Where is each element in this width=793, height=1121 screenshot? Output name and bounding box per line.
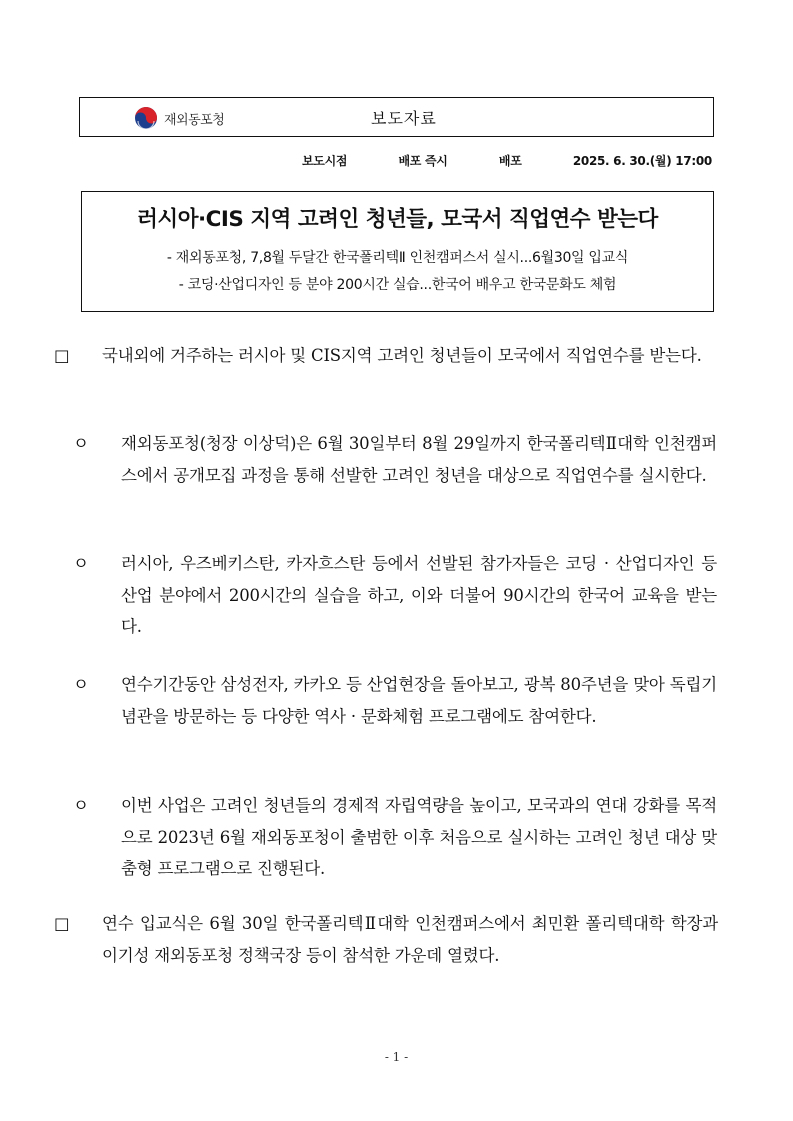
paragraph-1-text: 국내외에 거주하는 러시아 및 CIS지역 고려인 청년들이 모국에서 직업연수를 받는다.	[102, 346, 702, 365]
box-marker: □	[54, 346, 70, 365]
headline: 러시아·CIS 지역 고려인 청년들, 모국서 직업연수 받는다	[137, 207, 658, 232]
box-marker: □	[54, 914, 70, 933]
agency-logo	[134, 106, 224, 130]
bullet-4-text: 이번 사업은 고려인 청년들의 경제적 자립역량을 높이고, 모국과의 연대 강화를 목적으로 2023년 6월 재외동포청이 출범한 이후 처음으로 실시하는 고려인 청년 대상 맞춤형 프로그램으로 진행된다.	[121, 796, 717, 878]
subheadline-1: - 재외동포청, 7,8월 두달간 한국폴리텍Ⅱ 인천캠퍼스서 실시...6월30일 입교식	[166, 250, 629, 266]
title-box	[81, 191, 714, 312]
release-date-label: 배포	[498, 154, 522, 168]
release-time-value: 배포 즉시	[398, 154, 448, 168]
bullet-marker: ㅇ	[73, 554, 89, 573]
bullet-2-text: 러시아, 우즈베키스탄, 카자흐스탄 등에서 선발된 참가자들은 코딩 · 산업디자인 등 산업 분야에서 200시간의 실습을 하고, 이와 더불어 90시간의 한국어 교육을 받는다.	[121, 554, 717, 636]
page-number: - 1 -	[384, 1050, 409, 1064]
paragraph-1	[54, 340, 718, 372]
paragraph-2-text: 연수 입교식은 6월 30일 한국폴리텍Ⅱ대학 인천캠퍼스에서 최민환 폴리텍대학 학장과 이기성 재외동포청 정책국장 등이 참석한 가운데 열렸다.	[102, 914, 718, 965]
bullet-marker: ㅇ	[73, 675, 89, 694]
logo-text: 재외동포청	[164, 112, 225, 128]
release-date-value: 2025. 6. 30.(월) 17:00	[572, 154, 712, 168]
bullet-marker: ㅇ	[73, 796, 89, 815]
release-time-label: 보도시점	[302, 154, 348, 168]
taeguk-emblem-icon	[134, 106, 158, 130]
bullet-4	[73, 790, 717, 885]
document-type: 보도자료	[371, 109, 437, 128]
subheadlines	[82, 245, 713, 299]
bullet-1-text: 재외동포청(청장 이상덕)은 6월 30일부터 8월 29일까지 한국폴리텍Ⅱ대학 인천캠퍼스에서 공개모집 과정을 통해 선발한 고려인 청년을 대상으로 직업연수를 실시한다.	[121, 434, 717, 485]
bullet-1	[73, 428, 717, 491]
bullet-3	[73, 669, 717, 732]
header-box	[79, 97, 714, 137]
bullet-3-text: 연수기간동안 삼성전자, 카카오 등 산업현장을 돌아보고, 광복 80주년을 맞아 독립기념관을 방문하는 등 다양한 역사 · 문화체험 프로그램에도 참여한다.	[121, 675, 717, 726]
bullet-2	[73, 548, 717, 643]
paragraph-2	[54, 908, 718, 971]
subheadline-2: - 코딩·산업디자인 등 분야 200시간 실습...한국어 배우고 한국문화도 체험	[178, 277, 617, 293]
release-info	[302, 152, 712, 169]
bullet-marker: ㅇ	[73, 434, 89, 453]
